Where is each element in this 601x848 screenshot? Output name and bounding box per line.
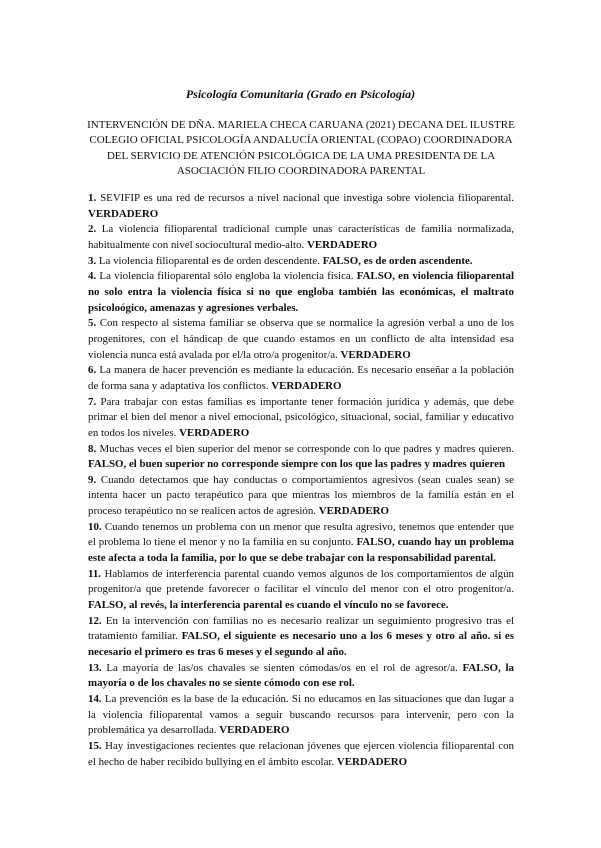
question-number: 7.	[88, 395, 97, 408]
question-text: La manera de hacer prevención es mediante la educación. Es necesario enseñar a la población de forma sana y adaptativa los conflictos.	[88, 364, 514, 392]
question-number: 11.	[88, 567, 102, 580]
question-number: 6.	[88, 364, 97, 377]
question-item	[88, 692, 514, 739]
question-item	[88, 614, 514, 661]
document-title: Psicología Comunitaria (Grado en Psicología)	[185, 87, 416, 101]
question-number: 4.	[88, 270, 97, 283]
question-number: 13.	[88, 661, 102, 674]
question-answer: VERDADERO	[306, 238, 378, 251]
question-answer: VERDADERO	[179, 426, 250, 439]
question-answer: FALSO, el siguiente es necesario uno a los 6 meses y otro al año. si es necesario el primero es tras 6 meses y el segundo al año.	[88, 630, 515, 659]
question-number: 5.	[88, 317, 97, 330]
question-answer: VERDADERO	[271, 379, 342, 392]
question-item	[88, 363, 514, 394]
question-number: 8.	[88, 442, 97, 455]
question-number: 9.	[88, 473, 97, 486]
question-answer: FALSO, al revés, la interferencia parental es cuando el vínculo no se favorece.	[88, 599, 449, 612]
question-text: Con respecto al sistema familiar se observa que se normalice la agresión verbal a uno de los progenitores, con el hándicap de que cuando estamos en un conflicto de alta intensidad esa violencia nunca está avalada por el/la otro/a progenitor/a.	[88, 317, 514, 361]
question-text: La violencia filioparental sólo engloba la violencia física.	[99, 270, 354, 283]
question-answer: FALSO, en violencia filioparental no solo entra la violencia física si no que engloba también las económicas, el maltrato psicoloógico, amenazas y agresiones verbales.	[88, 270, 514, 314]
question-item	[88, 442, 514, 473]
question-item	[88, 254, 514, 270]
question-text: SEVIFIP es una red de recursos a nivel nacional que investiga sobre violencia filioparental.	[100, 192, 514, 204]
question-answer: FALSO, el buen superior no corresponde siempre con los que las padres y madres quieren	[88, 458, 506, 471]
question-text: La violencia filioparental tradicional cumple unas características de familia normalizada, habitualmente con nivel sociocultural medio-alto.	[88, 223, 514, 251]
question-answer: FALSO, cuando hay un problema este afecta a toda la familia, por lo que se debe trabajar con la responsabilidad parental.	[88, 536, 514, 565]
question-text: Cuando detectamos que hay conductas o comportamientos agresivos (sean cuales sean) se intenta hacer un pacto terapéutico para que mientras los miembros de la familia están en el proceso terapéutico no se realicen actos de agresión.	[88, 473, 514, 518]
question-item	[88, 473, 514, 520]
question-number: 3.	[88, 254, 97, 267]
question-text: Cuando tenemos un problema con un menor que resulta agresivo, tenemos que entender que el problema lo tiene el menor y no la familia en su conjunto.	[88, 520, 514, 549]
question-item	[88, 520, 514, 567]
question-answer: VERDADERO	[219, 724, 290, 737]
question-item	[88, 191, 514, 222]
question-item	[88, 739, 514, 770]
question-item	[88, 567, 514, 614]
question-number: 15.	[88, 739, 102, 752]
document-heading: INTERVENCIÓN DE DÑA. MARIELA CHECA CARUANA (2021) DECANA DEL ILUSTRE COLEGIO OFICIAL PSICOLOGÍA ANDALUCÍA ORIENTAL (COPAO) COORDINADORA DEL SERVICIO DE ATENCIÓN PSICOLÓGICA DE LA UMA PRESIDENTA DE LA ASOCIACIÓN FILIO COORDINADORA PARENTAL	[87, 119, 515, 177]
question-number: 12.	[88, 614, 102, 627]
question-text: Muchas veces el bien superior del menor se corresponde con lo que padres y madres quieren.	[99, 442, 514, 455]
question-answer: VERDADERO	[88, 207, 159, 220]
question-text: La mayoría de las/os chavales se sienten cómodas/os en el rol de agresor/a.	[106, 661, 458, 674]
question-answer: FALSO, es de orden ascendente.	[322, 254, 473, 267]
question-text: En la intervención con familias no es necesario realizar un seguimiento progresivo tras el tratamiento familiar.	[88, 614, 514, 643]
question-number: 1.	[88, 192, 97, 204]
question-text: La violencia filioparental es de orden descendente.	[98, 254, 320, 267]
question-item	[88, 269, 514, 316]
question-number: 10.	[88, 520, 102, 533]
question-text: Hablamos de interferencia parental cuando vemos algunos de los comportamientos de algún progenitor/a que pretende favorecer o facilitar el vínculo del menor con el otro progenitor/a.	[88, 567, 514, 596]
question-answer: VERDADERO	[340, 348, 411, 361]
question-text: Para trabajar con estas familias es importante tener formación jurídica y además, que debe primar el bien del menor a nivel emocional, psicológico, situacional, social, familiar y educativo en todos los niveles.	[88, 395, 514, 439]
question-answer: VERDADERO	[336, 755, 408, 768]
question-text: La prevención es la base de la educación. Si no educamos en las situaciones que dan lugar a la violencia filioparental vamos a seguir buscando recursos para intervenir, pero con la problemática ya desarrollada.	[88, 693, 514, 737]
question-number: 14.	[88, 693, 102, 705]
question-item	[88, 222, 514, 253]
question-answer: VERDADERO	[318, 505, 389, 518]
question-answer: FALSO, la mayoría o de los chavales no se siente cómodo con ese rol.	[88, 661, 514, 690]
question-item	[88, 395, 514, 442]
question-text: Hay investigaciones recientes que relacionan jóvenes que ejercen violencia filioparental con el hecho de haber recibido bullying en el ámbito escolar.	[88, 739, 514, 768]
question-item	[88, 316, 514, 363]
question-item	[88, 661, 514, 692]
question-list	[88, 191, 514, 770]
question-number: 2.	[88, 223, 97, 236]
